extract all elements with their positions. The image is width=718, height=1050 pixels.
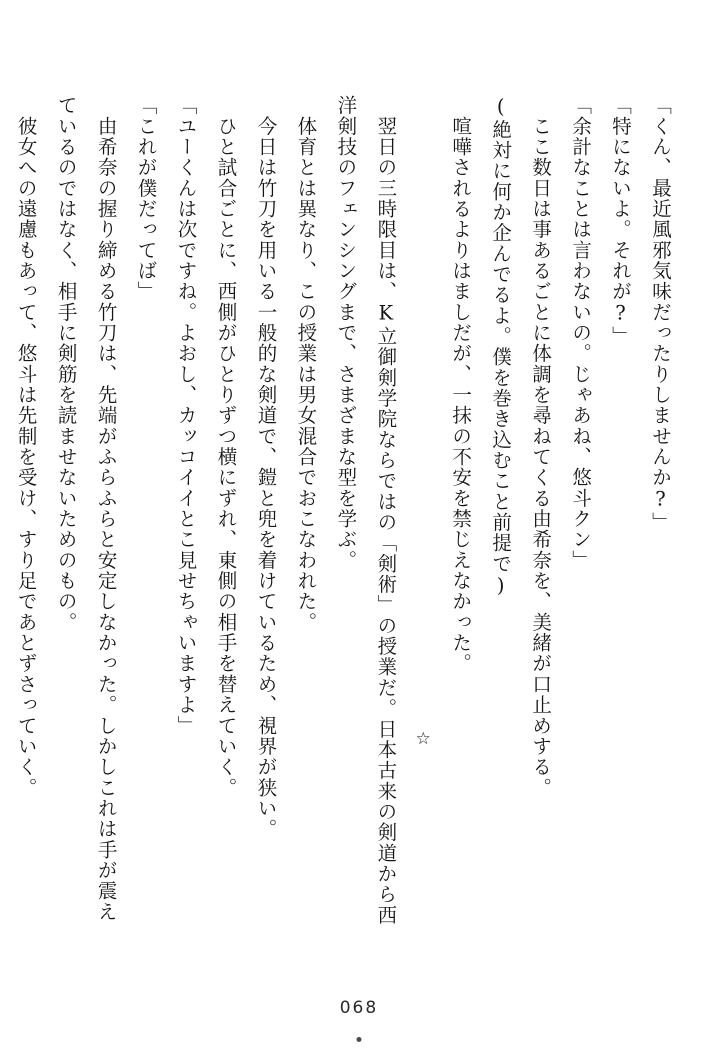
scene-separator	[405, 95, 440, 965]
text-line: 今日は竹刀を用いる一般的な剣道で、鎧と兜を着けているため、視界が狭い。	[254, 95, 278, 840]
text-line: ここ数日は事あるごとに体調を尋ねてくる由希奈を、美緒が口止めする。	[529, 95, 553, 798]
star-icon: ☆	[413, 729, 434, 751]
text-line: 喧嘩されるよりはましだが、一抹の不安を禁じえなかった。	[449, 95, 473, 674]
spine-dot-icon	[357, 1037, 362, 1042]
text-line: ひと試合ごとに、西側がひとりずつ横にずれ、東側の相手を替えていく。	[214, 95, 238, 798]
text-line: (絶対に何か企んでるよ。僕を巻き込むこと前提で)	[489, 95, 513, 599]
text-line: 翌日の三時限目は、K立御剣学院ならではの「剣術」の授業だ。日本古来の剣道から西	[374, 95, 398, 926]
text-line: 「特にないよ。それが?」	[609, 95, 633, 347]
text-line: 「くん、最近風邪気味だったりしませんか?」	[649, 95, 672, 533]
text-line: 彼女への遠慮もあって、悠斗は先制を受け、すり足であとずさっていく。	[14, 95, 38, 798]
text-line: 「ユーくんは次ですね。よおし、カッコイイとこ見せちゃいますよ」	[174, 95, 198, 736]
page-number: 068	[339, 998, 379, 1018]
text-line: 体育とは異なり、この授業は男女混合でおこなわれた。	[294, 95, 318, 633]
text-line: 洋剣技のフェンシングまで、さまざまな型を学ぶ。	[334, 95, 358, 571]
vertical-text-body	[14, 95, 680, 965]
text-line: 由希奈の握り締める竹刀は、先端がふらふらと安定しなかった。しかしこれは手が震え	[94, 95, 118, 922]
text-line: 「余計なことは言わないの。じゃあね、悠斗クン」	[569, 95, 593, 571]
text-line: ているのではなく、相手に剣筋を読ませないためのもの。	[54, 95, 78, 633]
text-line: 「これが僕だってば」	[134, 95, 158, 302]
